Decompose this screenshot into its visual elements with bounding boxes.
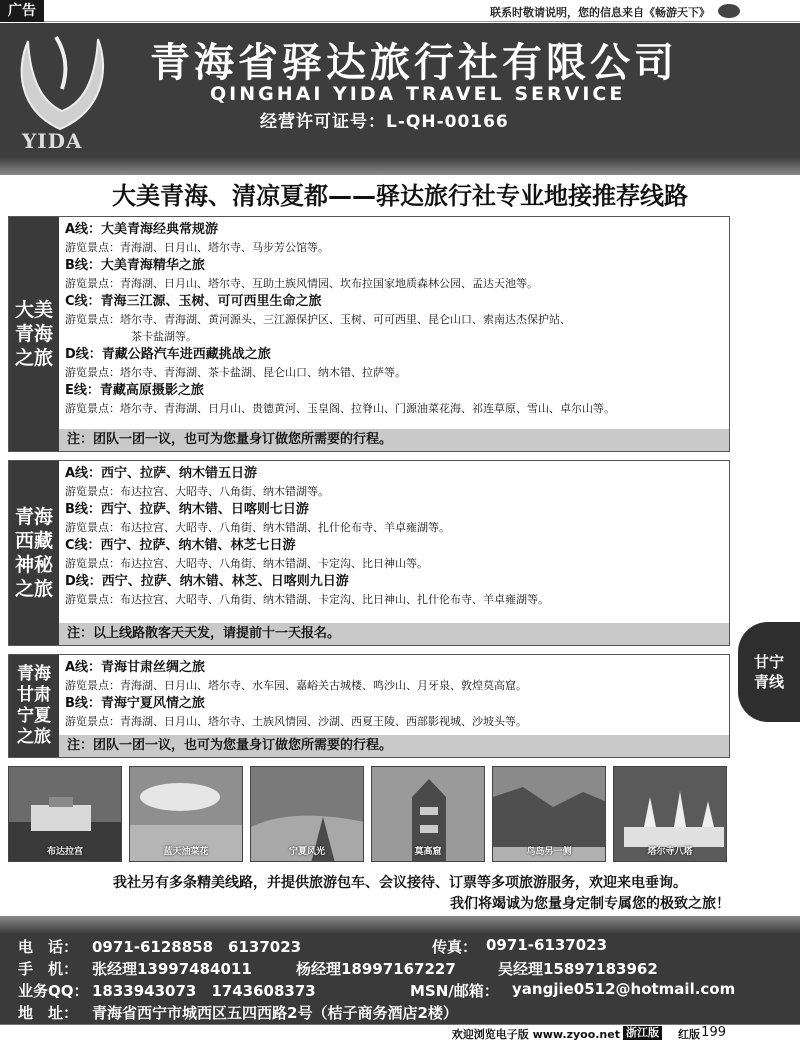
photo-taer-stupas: 塔尔寺八塔 xyxy=(613,766,727,862)
fax-label: 传真： xyxy=(432,938,478,956)
footer-website: 欢迎浏览电子版 www.zyoo.net xyxy=(451,1028,620,1040)
fax-value: 0971-6137023 xyxy=(486,936,608,954)
side-route-tab: 甘宁 青线 xyxy=(738,622,800,722)
address-label: 地 址： xyxy=(18,1004,79,1022)
photo-rapeseed: 蓝天油菜花 xyxy=(129,766,243,862)
company-name-cn: 青海省驿达旅行社有限公司 xyxy=(150,40,678,86)
route-spots: 游览景点：塔尔寺、青海湖、日月山、贵德黄河、玉皇阁、拉脊山、门源油菜花海、祁连草原、雪山、卓尔山等。 xyxy=(65,402,615,415)
services-text: 我社另有多条精美线路，并提供旅游包车、会议接待、订票等多项旅游服务，欢迎来电垂询。 xyxy=(113,875,687,891)
msn-value: yangjie0512@hotmail.com xyxy=(512,980,736,998)
route-title: A线：西宁、拉萨、纳木错五日游 xyxy=(65,466,258,481)
route-title: A线：青海甘肃丝绸之旅 xyxy=(65,660,206,675)
route-title: C线：青海三江源、玉树、可可西里生命之旅 xyxy=(65,294,322,309)
source-notice: 联系时敬请说明，您的信息来自《畅游天下》 xyxy=(490,6,710,19)
route-spots: 游览景点：布达拉宫、大昭寺、八角街、纳木错湖等。 xyxy=(65,485,329,498)
route-title: C线：西宁、拉萨、纳木错、林芝七日游 xyxy=(65,538,296,553)
route-section-gansu-ningxia xyxy=(8,654,730,758)
photo-mogao: 莫高窟 xyxy=(371,766,485,862)
photo-bird-island: 鸟岛另一侧 xyxy=(492,766,606,862)
mobile-zhang: 张经理13997484011 xyxy=(92,960,252,978)
phone-value: 0971-6128858 6137023 xyxy=(92,938,302,956)
section-note: 注：团队一团一议，也可为您量身订做您所需要的行程。 xyxy=(59,735,729,757)
page-footer xyxy=(0,1024,800,1040)
region-label: 大美 青海 之旅 xyxy=(9,217,59,451)
slogan-text: 我们将竭诚为您量身定制专属您的极致之旅！ xyxy=(450,896,730,912)
phone-label: 电 话： xyxy=(18,938,79,956)
page-number: 199 xyxy=(701,1025,726,1040)
route-spots: 游览景点：青海湖、日月山、塔尔寺、水车园、嘉峪关古城楼、鸣沙山、月牙泉、敦煌莫高窟。 xyxy=(65,679,527,692)
route-title: A线：大美青海经典常规游 xyxy=(65,222,219,237)
route-spots: 游览景点：青海湖、日月山、塔尔寺、互助土族风情园、坎布拉国家地质森林公园、孟达天池等。 xyxy=(65,277,538,290)
mobile-label: 手 机： xyxy=(18,960,79,978)
photo-potala: 布达拉宫 xyxy=(8,766,122,862)
route-section-tibet xyxy=(8,460,730,646)
mobile-yang: 杨经理18997167227 xyxy=(296,960,456,978)
section-note: 注：以上线路散客天天发，请提前十一天报名。 xyxy=(59,623,729,645)
magazine-logo-icon xyxy=(718,4,740,18)
mobile-wu: 吴经理15897183962 xyxy=(498,960,658,978)
license-number: 经营许可证号：L-QH-00166 xyxy=(260,112,509,132)
route-spots: 游览景点：布达拉宫、大昭寺、八角街、纳木错湖、扎什伦布寺、羊卓雍湖等。 xyxy=(65,521,450,534)
route-spots: 游览景点：塔尔寺、青海湖、黄河源头、三江源保护区、玉树、可可西里、昆仑山口、索南达杰保护站、 xyxy=(65,313,571,326)
photo-strip xyxy=(8,766,728,864)
region-label: 青海 西藏 神秘 之旅 xyxy=(9,461,59,645)
route-spots: 游览景点：布达拉宫、大昭寺、八角街、纳木错湖、卡定沟、比日神山等。 xyxy=(65,557,428,570)
route-section-qinghai xyxy=(8,216,730,452)
ad-label: 广告 xyxy=(0,0,44,22)
route-title: B线：西宁、拉萨、纳木错、日喀则七日游 xyxy=(65,502,309,517)
contact-panel xyxy=(0,916,800,1024)
route-spots: 游览景点：青海湖、日月山、塔尔寺、土族风情园、沙湖、西夏王陵、西部影视城、沙坡头等。 xyxy=(65,715,527,728)
top-strip xyxy=(0,0,800,22)
qq-label: 业务QQ： xyxy=(18,982,89,1000)
region-label: 青海 甘肃 宁夏 之旅 xyxy=(9,655,59,757)
route-title: E线：青藏高原摄影之旅 xyxy=(65,383,204,398)
route-title: B线：青海宁夏风情之旅 xyxy=(65,696,205,711)
qq-value: 1833943073 1743608373 xyxy=(92,982,316,1000)
route-spots-cont: 茶卡盐湖等。 xyxy=(131,330,197,343)
address-value: 青海省西宁市城西区五四西路2号（桔子商务酒店2楼） xyxy=(92,1004,458,1022)
logo-text: YIDA xyxy=(22,129,83,153)
route-title: D线：青藏公路汽车进西藏挑战之旅 xyxy=(65,347,271,362)
page-headline: 大美青海、清凉夏都——驿达旅行社专业地接推荐线路 xyxy=(112,182,688,210)
route-title: D线：西宁、拉萨、纳木错、林芝、日喀则九日游 xyxy=(65,574,349,589)
route-spots: 游览景点：塔尔寺、青海湖、茶卡盐湖、昆仑山口、纳木错、拉萨等。 xyxy=(65,366,406,379)
route-title: B线：大美青海精华之旅 xyxy=(65,258,205,273)
photo-ningxia: 宁夏风光 xyxy=(250,766,364,862)
route-spots: 游览景点：青海湖、日月山、塔尔寺、马步芳公馆等。 xyxy=(65,241,329,254)
route-spots: 游览景点：布达拉宫、大昭寺、八角街、纳木错湖、卡定沟、比日神山、扎什伦布寺、羊卓雍湖等。 xyxy=(65,593,549,606)
msn-label: MSN/邮箱： xyxy=(410,982,499,1000)
footer-edition: 浙江版 xyxy=(623,1026,662,1040)
footer-color-edition: 红版 xyxy=(678,1028,700,1040)
company-name-en: QINGHAI YIDA TRAVEL SERVICE xyxy=(210,83,626,105)
section-note: 注：团队一团一议，也可为您量身订做您所需要的行程。 xyxy=(59,429,729,451)
company-header xyxy=(0,23,800,175)
